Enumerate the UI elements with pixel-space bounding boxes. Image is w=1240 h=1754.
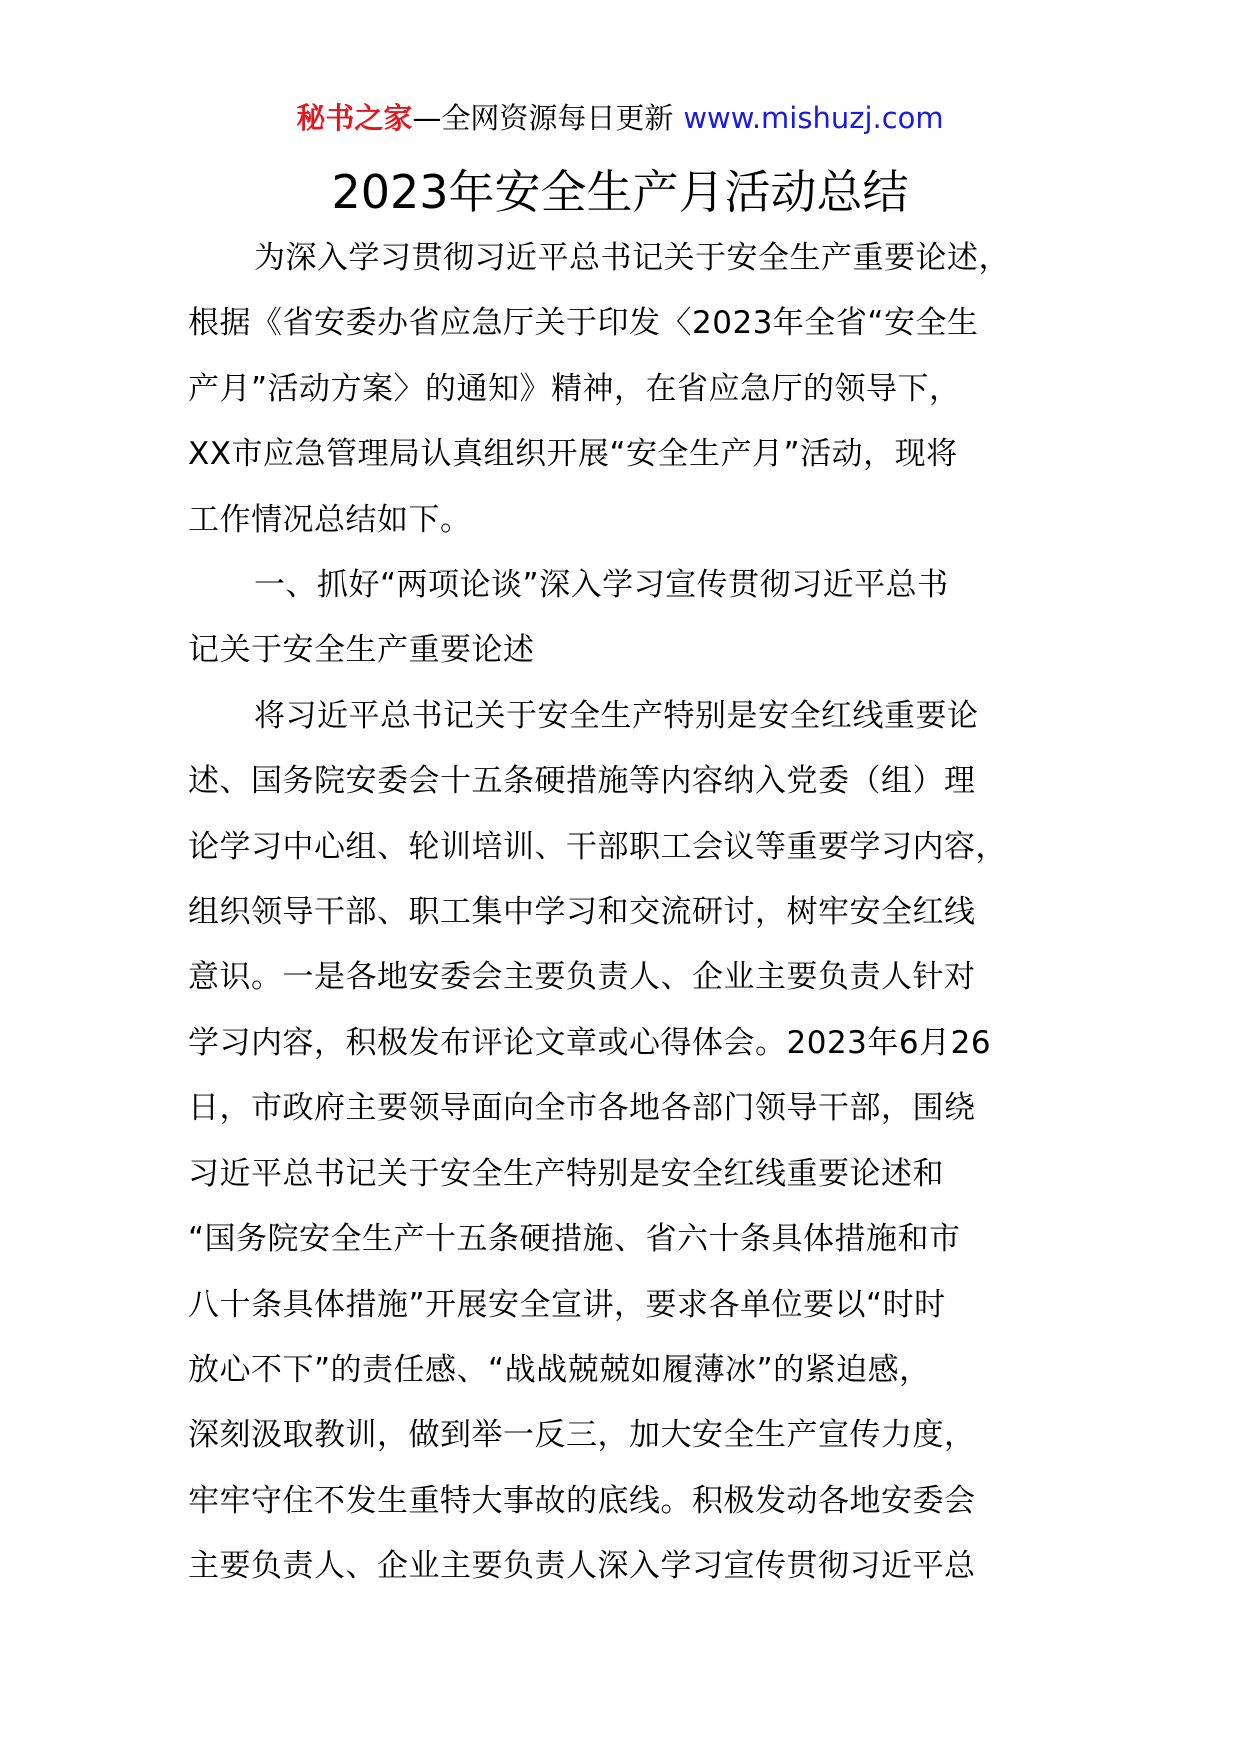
paragraph-line: 八十条具体措施”开展安全宣讲，要求各单位要以“时时	[188, 1286, 946, 1323]
intro-paragraph	[188, 226, 1058, 553]
site-banner	[0, 98, 1240, 138]
paragraph-line: 产月”活动方案〉的通知》精神，在省应急厅的领导下，	[188, 370, 961, 407]
paragraph-line: 放心不下”的责任感、“战战兢兢如履薄冰”的紧迫感，	[188, 1351, 931, 1388]
section-heading-1	[188, 553, 1058, 684]
paragraph-line: 学习内容，积极发布评论文章或心得体会。2023年6月26	[188, 1024, 992, 1061]
banner-tagline: —全网资源每日更新	[412, 101, 674, 135]
paragraph-line: 将习近平总书记关于安全生产特别是安全红线重要论	[254, 697, 979, 734]
paragraph-line: XX市应急管理局认真组织开展“安全生产月”活动，现将	[188, 436, 958, 473]
paragraph-line: 牢牢守住不发生重特大事故的底线。积极发动各地安委会	[188, 1482, 976, 1519]
section-1-paragraph	[188, 684, 1058, 1600]
paragraph-line: 意识。一是各地安委会主要负责人、企业主要负责人针对	[188, 959, 976, 996]
paragraph-line: “国务院安全生产十五条硬措施、省六十条具体措施和市	[188, 1221, 961, 1258]
document-body	[188, 226, 1058, 1600]
site-url-link[interactable]: www.mishuzj.com	[683, 101, 944, 135]
paragraph-line: 组织领导干部、职工集中学习和交流研讨，树牢安全红线	[188, 894, 976, 931]
paragraph-line: 根据《省安委办省应急厅关于印发〈2023年全省“安全生	[188, 305, 979, 342]
heading-line: 记关于安全生产重要论述	[188, 632, 535, 669]
brand-name: 秘书之家	[296, 101, 413, 135]
paragraph-line: 述、国务院安委会十五条硬措施等内容纳入党委（组）理	[188, 763, 976, 800]
heading-line: 一、抓好“两项论谈”深入学习宣传贯彻习近平总书	[254, 567, 949, 604]
paragraph-line: 深刻汲取教训，做到举一反三，加大安全生产宣传力度，	[188, 1417, 976, 1454]
document-title: 2023年安全生产月活动总结	[331, 165, 909, 219]
paragraph-line: 习近平总书记关于安全生产特别是安全红线重要论述和	[188, 1155, 944, 1192]
paragraph-line: 日，市政府主要领导面向全市各地各部门领导干部，围绕	[188, 1090, 976, 1127]
paragraph-line: 主要负责人、企业主要负责人深入学习宣传贯彻习近平总	[188, 1548, 976, 1585]
paragraph-line: 为深入学习贯彻习近平总书记关于安全生产重要论述，	[254, 240, 1010, 276]
paragraph-line: 论学习中心组、轮训培训、干部职工会议等重要学习内容，	[188, 828, 1007, 865]
paragraph-line: 工作情况总结如下。	[188, 501, 472, 538]
